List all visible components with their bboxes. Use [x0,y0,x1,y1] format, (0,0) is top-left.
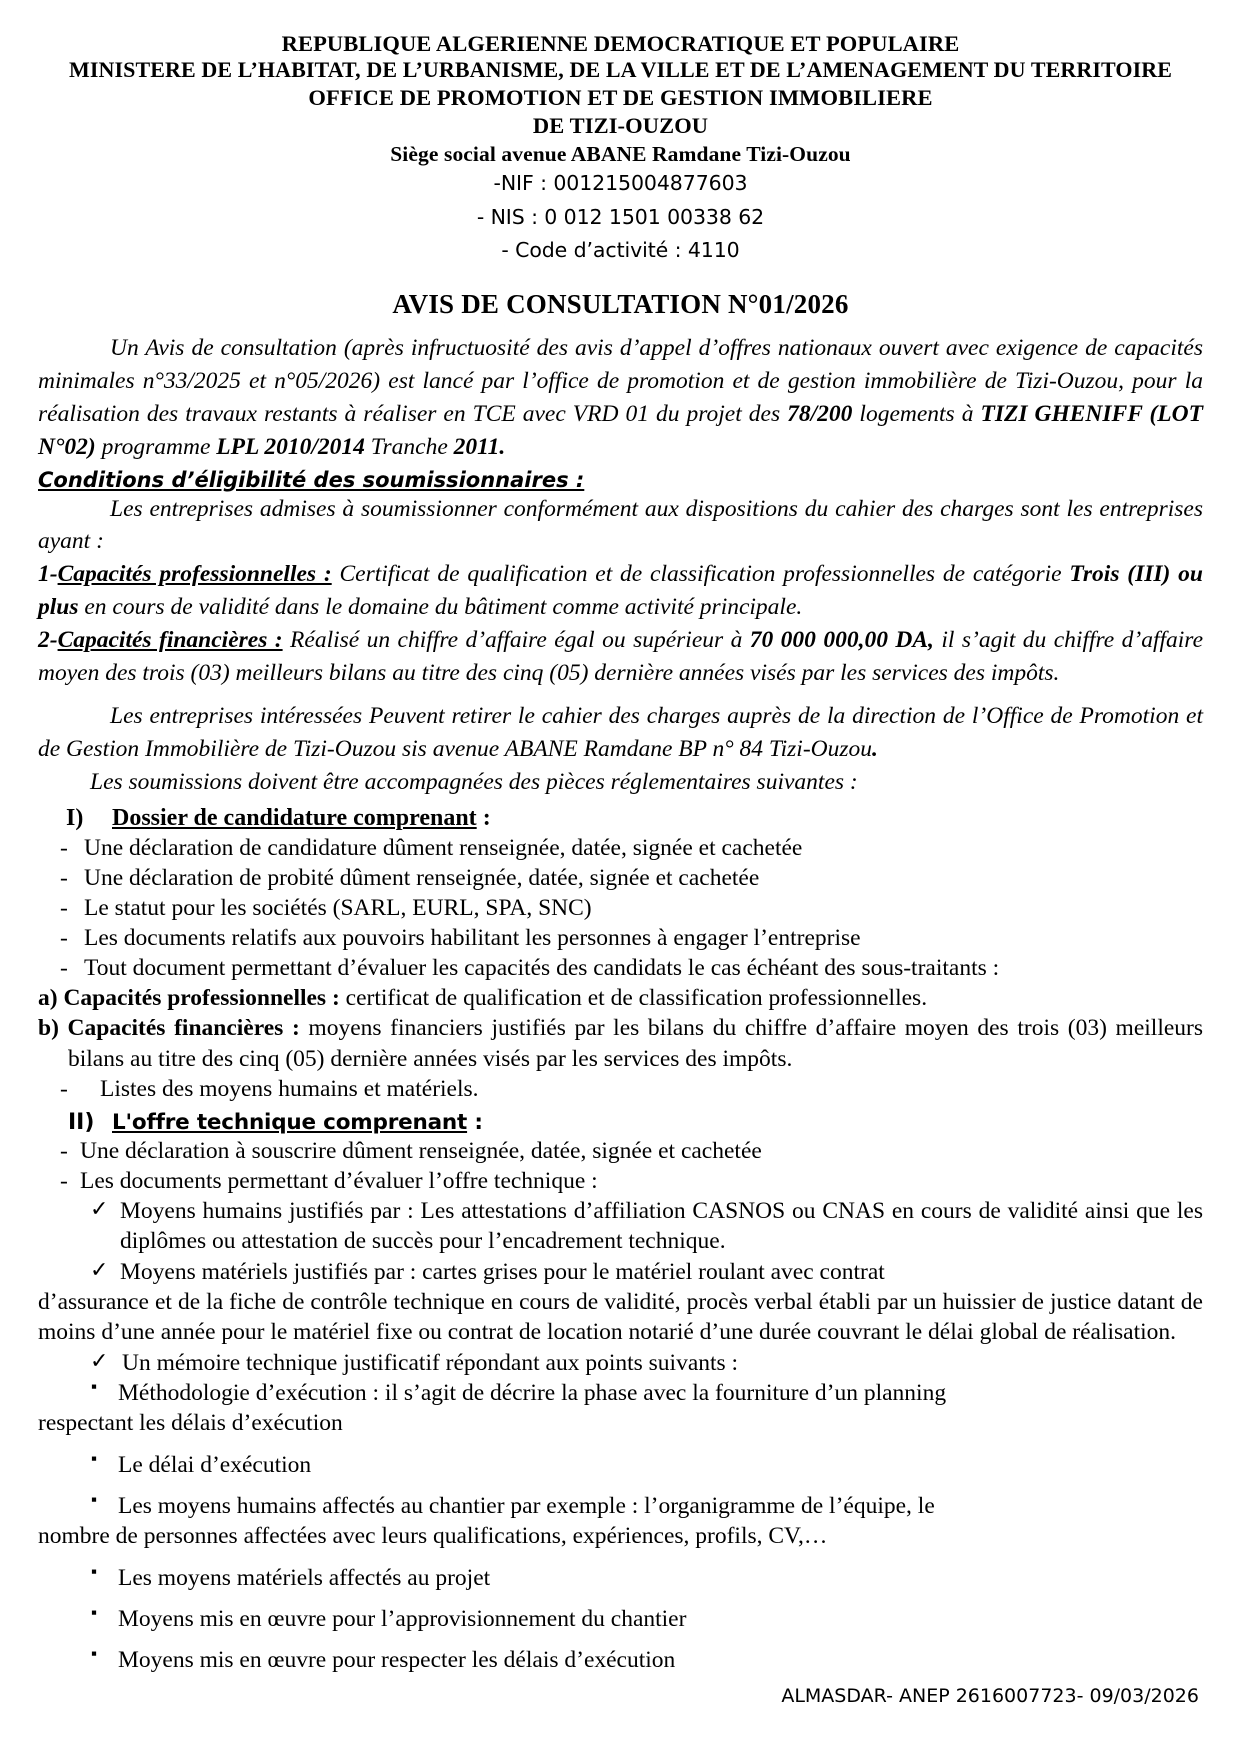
section-I-label [112,805,491,832]
list-item: ▪ Méthodologie d’exécution : il s’agit de décrire la phase avec la fourniture d’un planning [38,1378,1203,1408]
list-item: - Listes des moyens humains et matériels. [38,1074,1203,1104]
list-item: - Le statut pour les sociétés (SARL, EURL, SPA, SNC) [38,893,1203,923]
intro-text-a: Un Avis de consultation (après infructuosité des avis d’appel d’offres nationaux ouvert avec exigence de capacités minimales n°33/2025 et n°05/2026) est lancé par l’office de promotion et de gestion immobilière de Tizi-Ouzou, pour la réalisation des travaux restants à réaliser en TCE avec VRD 01 du projet des [38,334,1203,427]
list-item: ▪ Moyens mis en œuvre pour l’approvisionnement du chantier [38,1604,1203,1634]
intro-lot: TIZI GHENIFF (LOT N°02) [38,400,1203,460]
eligibility-item-2-text-b: il s’agit du chiffre d’affaire moyen des trois (03) meilleurs bilans au titre des cinq (05) dernière années visés par les services des impôts. [38,627,1203,686]
header-line-ministry: MINISTERE DE L’HABITAT, DE L’URBANISME, DE LA VILLE ET DE L’AMENAGEMENT DU TERRITOIRE [68,57,1173,83]
section-I-number: I) [66,804,84,831]
list-item: ✓ Moyens humains justifiés par : Les attestations d’affiliation CASNOS ou CNAS en cours de validité ainsi que les diplômes ou attestation de succès pour l’encadrement technique. [38,1196,1203,1257]
section-II-material-continuation: d’assurance et de la fiche de contrôle technique en cours de validité, procès verbal établi par un huissier de justice datant de moins d’une année pour le matériel fixe ou contrat de location notarié d’une durée couvrant le délai global de réalisation. [38,1289,1203,1346]
list-item: - Tout document permettant d’évaluer les capacités des candidats le cas échéant des sous-traitants : [38,953,1203,983]
section-II-bullet-list [38,1136,1203,1196]
intro-housing-count: 78/200 [787,400,853,427]
eligibility-item-2-text-a: Réalisé un chiffre d’affaire égal ou supérieur à [282,627,750,654]
eligibility-item-1-text-b: en cours de validité dans le domaine du bâtiment comme activité principale. [78,594,803,621]
section-II-number: II) [68,1109,95,1135]
section-II-square-list-2 [38,1450,1203,1522]
list-item: ▪ Le délai d’exécution [38,1450,1203,1480]
list-item: ▪ Les moyens matériels affectés au projet [38,1563,1203,1593]
section-II-memoire-list [38,1348,1203,1378]
list-item: - Une déclaration à souscrire dûment renseignée, datée, signée et cachetée [38,1136,1203,1166]
section-I-item-a-text: certificat de qualification et de classification professionnelles. [339,984,928,1011]
list-item: - Une déclaration de candidature dûment renseignée, datée, signée et cachetée [38,833,1203,863]
eligibility-item-1 [38,558,1203,624]
eligibility-item-2-label: Capacités financières : [57,627,283,654]
section-II-methodology-continuation: respectant les délais d’exécution [38,1410,343,1437]
header-code-activite: - Code d’activité : 4110 [501,237,740,262]
intro-paragraph [38,332,1203,464]
section-II-check-list [38,1196,1203,1287]
header-line-address: Siège social avenue ABANE Ramdane Tizi-Ouzou [390,142,851,167]
section-I-label-text: Dossier de candidature comprenant [112,804,477,831]
section-II-square-list-1 [38,1378,1203,1408]
eligibility-lead: Les entreprises admises à soumissionner conformément aux dispositions du cahier des charges sont les entreprises ayant : [38,495,1203,555]
section-I-item-b [38,1013,1203,1074]
section-I-item-b-label: b) Capacités financières : [38,1015,300,1042]
page-title: AVIS DE CONSULTATION N°01/2026 [392,288,849,319]
section-I-bullet-list [38,833,1203,983]
eligibility-item-1-category: Trois (III) ou plus [38,561,1203,621]
header-line-republic: REPUBLIQUE ALGERIENNE DEMOCRATIQUE ET POPULAIRE [281,31,960,56]
section-II-label [112,1110,483,1135]
section-II-heading [38,1110,1203,1135]
eligibility-heading: Conditions d’éligibilité des soumissionnaires : [38,467,585,492]
intro-text-c: logements à [852,400,981,427]
eligibility-item-2-amount: 70 000 000,00 DA, [749,627,934,654]
eligibility-item-2 [38,624,1203,690]
eligibility-item-1-label: Capacités professionnelles : [57,561,332,588]
list-item: - Une déclaration de probité dûment renseignée, datée, signée et cachetée [38,863,1203,893]
submissions-paragraph: Les soumissions doivent être accompagnées des pièces réglementaires suivantes : [90,768,858,795]
section-II-label-colon: : [467,1109,483,1135]
withdrawal-period: . [872,735,878,762]
list-item: - Les documents permettant d’évaluer l’offre technique : [38,1166,1203,1196]
list-item: ▪ Les moyens humains affectés au chantier par exemple : l’organigramme de l’équipe, le [38,1491,1203,1521]
eligibility-item-1-text-a: Certificat de qualification et de classification professionnelles de catégorie [331,561,1070,588]
header-nis: - NIS : 0 012 1501 00338 62 [476,204,765,229]
header-nif: -NIF : 001215004877603 [493,171,748,196]
list-item: ✓ Moyens matériels justifiés par : cartes grises pour le matériel roulant avec contrat [38,1257,1203,1287]
section-II-square-list-3 [38,1563,1203,1676]
withdrawal-paragraph [38,700,1203,766]
eligibility-item-2-number: 2- [38,627,58,654]
header-line-office: OFFICE DE PROMOTION ET DE GESTION IMMOBILIERE [308,85,933,111]
intro-programme: LPL 2010/2014 [216,433,365,460]
section-I-final-bullet [38,1074,1203,1104]
section-I-item-a-label: a) Capacités professionnelles : [38,984,340,1011]
header-line-city: DE TIZI-OUZOU [532,112,709,138]
section-I-heading [38,805,1203,832]
section-I-label-colon: : [476,804,491,831]
withdrawal-text: Les entreprises intéressées Peuvent retirer le cahier des charges auprès de la direction de l’Office de Promotion et de Gestion Immobilière de Tizi-Ouzou sis avenue ABANE Ramdane BP n° 84 Tizi-Ouzou [38,702,1203,762]
section-II-label-text: L'offre technique comprenant [112,1109,468,1135]
section-II-human-means-continuation: nombre de personnes affectées avec leurs qualifications, expériences, profils, CV,… [38,1523,828,1550]
list-item: - Les documents relatifs aux pouvoirs habilitant les personnes à engager l’entreprise [38,923,1203,953]
intro-tranche: 2011. [453,433,506,460]
document-header [38,30,1203,267]
section-I-item-b-text: moyens financiers justifiés par les bilans du chiffre d’affaire moyen des trois (03) meilleurs bilans au titre des cinq (05) dernière années visés par les services des impôts. [68,1015,1204,1072]
section-I-item-a [38,983,1203,1013]
intro-text-g: Tranche [364,433,454,460]
list-item: ✓ Un mémoire technique justificatif répondant aux points suivants : [38,1348,1203,1378]
list-item: ▪ Moyens mis en œuvre pour respecter les délais d’exécution [38,1645,1203,1675]
intro-text-e: programme [95,433,217,460]
document-footer-reference: ALMASDAR- ANEP 2616007723- 09/03/2026 [781,1685,1199,1708]
eligibility-item-1-number: 1- [38,561,58,588]
